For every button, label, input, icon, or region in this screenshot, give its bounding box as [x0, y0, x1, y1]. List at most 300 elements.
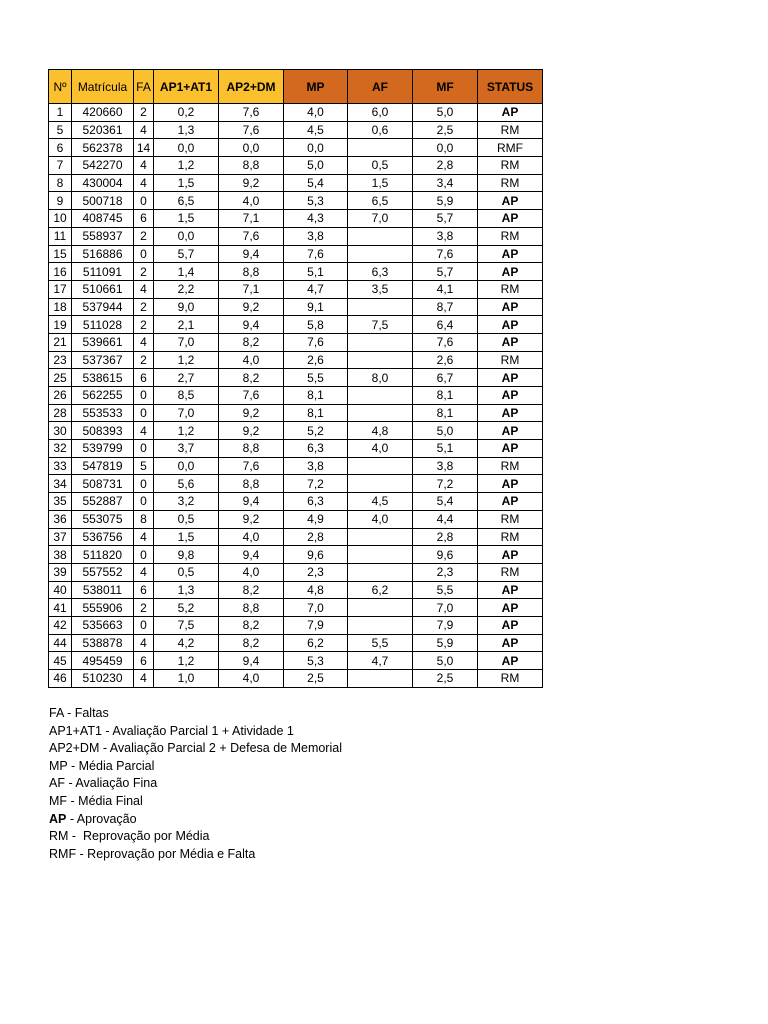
- legend-item: [49, 758, 342, 776]
- cell-status: RM: [478, 510, 543, 528]
- cell-matricula: 562255: [72, 387, 134, 405]
- cell-status: AP: [478, 210, 543, 228]
- table-row: [49, 139, 543, 157]
- cell-status: AP: [478, 263, 543, 281]
- cell-status: AP: [478, 298, 543, 316]
- cell-af: [348, 333, 413, 351]
- cell-numero: 9: [49, 192, 72, 210]
- cell-numero: 40: [49, 581, 72, 599]
- table-row: [49, 616, 543, 634]
- cell-status: RM: [478, 351, 543, 369]
- table-row: [49, 174, 543, 192]
- cell-mf: 5,0: [413, 422, 478, 440]
- cell-status: RM: [478, 528, 543, 546]
- legend-abbr: AP: [49, 811, 67, 826]
- cell-fa: 2: [134, 316, 154, 334]
- legend-description: - Média Final: [67, 793, 143, 808]
- cell-ap1-at1: 9,8: [154, 546, 219, 564]
- cell-mf: 4,1: [413, 280, 478, 298]
- cell-status: AP: [478, 245, 543, 263]
- legend-description: - Média Parcial: [67, 758, 155, 773]
- cell-numero: 37: [49, 528, 72, 546]
- cell-matricula: 500718: [72, 192, 134, 210]
- cell-matricula: 542270: [72, 157, 134, 175]
- cell-matricula: 508731: [72, 475, 134, 493]
- cell-ap1-at1: 2,7: [154, 369, 219, 387]
- legend-description: - Faltas: [63, 706, 109, 720]
- cell-mf: 5,9: [413, 192, 478, 210]
- cell-af: 7,5: [348, 316, 413, 334]
- table-row: [49, 121, 543, 139]
- cell-mp: 6,3: [284, 440, 348, 458]
- cell-af: [348, 245, 413, 263]
- cell-mp: 4,0: [284, 104, 348, 122]
- cell-af: 0,6: [348, 121, 413, 139]
- cell-numero: 11: [49, 227, 72, 245]
- cell-mp: 3,8: [284, 227, 348, 245]
- cell-mp: 7,9: [284, 616, 348, 634]
- cell-ap2-dm: 9,4: [219, 493, 284, 511]
- cell-ap1-at1: 1,3: [154, 121, 219, 139]
- legend-abbr: MF: [49, 793, 68, 808]
- cell-ap1-at1: 7,5: [154, 616, 219, 634]
- cell-matricula: 557552: [72, 563, 134, 581]
- cell-ap2-dm: 9,2: [219, 174, 284, 192]
- cell-status: AP: [478, 581, 543, 599]
- cell-ap2-dm: 4,0: [219, 563, 284, 581]
- cell-fa: 4: [134, 174, 154, 192]
- cell-ap2-dm: 4,0: [219, 528, 284, 546]
- cell-ap1-at1: 1,4: [154, 263, 219, 281]
- cell-ap1-at1: 1,2: [154, 351, 219, 369]
- cell-ap1-at1: 0,5: [154, 510, 219, 528]
- cell-mf: 7,0: [413, 599, 478, 617]
- cell-fa: 8: [134, 510, 154, 528]
- cell-fa: 6: [134, 581, 154, 599]
- cell-ap2-dm: 7,6: [219, 387, 284, 405]
- cell-ap2-dm: 8,8: [219, 599, 284, 617]
- table-row: [49, 404, 543, 422]
- cell-mf: 2,3: [413, 563, 478, 581]
- cell-mf: 0,0: [413, 139, 478, 157]
- cell-af: 4,8: [348, 422, 413, 440]
- cell-fa: 2: [134, 104, 154, 122]
- cell-mp: 9,1: [284, 298, 348, 316]
- cell-status: AP: [478, 599, 543, 617]
- cell-ap2-dm: 9,2: [219, 298, 284, 316]
- legend-item: [49, 723, 342, 741]
- cell-numero: 28: [49, 404, 72, 422]
- cell-mp: 5,4: [284, 174, 348, 192]
- cell-af: [348, 404, 413, 422]
- table-row: [49, 440, 543, 458]
- cell-af: 1,5: [348, 174, 413, 192]
- cell-numero: 17: [49, 280, 72, 298]
- cell-fa: 4: [134, 634, 154, 652]
- cell-mp: 5,1: [284, 263, 348, 281]
- cell-mf: 7,9: [413, 616, 478, 634]
- cell-matricula: 538878: [72, 634, 134, 652]
- cell-mp: 4,9: [284, 510, 348, 528]
- cell-fa: 0: [134, 245, 154, 263]
- cell-status: AP: [478, 475, 543, 493]
- cell-matricula: 553533: [72, 404, 134, 422]
- cell-fa: 0: [134, 440, 154, 458]
- cell-ap1-at1: 2,1: [154, 316, 219, 334]
- cell-numero: 6: [49, 139, 72, 157]
- cell-af: 4,7: [348, 652, 413, 670]
- cell-fa: 0: [134, 546, 154, 564]
- table-row: [49, 422, 543, 440]
- cell-numero: 35: [49, 493, 72, 511]
- cell-mf: 5,7: [413, 210, 478, 228]
- cell-ap2-dm: 0,0: [219, 139, 284, 157]
- cell-status: RM: [478, 157, 543, 175]
- cell-status: AP: [478, 634, 543, 652]
- table-row: [49, 369, 543, 387]
- cell-ap2-dm: 9,4: [219, 245, 284, 263]
- cell-numero: 46: [49, 670, 72, 688]
- legend-abbr: AP2+DM: [49, 741, 100, 756]
- cell-af: [348, 298, 413, 316]
- cell-fa: 4: [134, 121, 154, 139]
- legend-item: [49, 846, 342, 864]
- table-row: [49, 245, 543, 263]
- cell-mf: 9,6: [413, 546, 478, 564]
- cell-ap1-at1: 6,5: [154, 192, 219, 210]
- cell-mp: 6,2: [284, 634, 348, 652]
- cell-mp: 5,5: [284, 369, 348, 387]
- table-row: [49, 599, 543, 617]
- cell-numero: 15: [49, 245, 72, 263]
- table-row: [49, 316, 543, 334]
- cell-matricula: 510661: [72, 280, 134, 298]
- cell-numero: 16: [49, 263, 72, 281]
- cell-fa: 14: [134, 139, 154, 157]
- cell-fa: 0: [134, 192, 154, 210]
- cell-ap1-at1: 4,2: [154, 634, 219, 652]
- cell-ap1-at1: 0,0: [154, 457, 219, 475]
- cell-af: 6,3: [348, 263, 413, 281]
- cell-matricula: 538011: [72, 581, 134, 599]
- cell-mf: 7,6: [413, 245, 478, 263]
- cell-ap2-dm: 7,1: [219, 210, 284, 228]
- cell-matricula: 552887: [72, 493, 134, 511]
- cell-matricula: 520361: [72, 121, 134, 139]
- cell-mp: 6,3: [284, 493, 348, 511]
- cell-af: [348, 563, 413, 581]
- cell-fa: 4: [134, 157, 154, 175]
- cell-numero: 41: [49, 599, 72, 617]
- cell-status: RM: [478, 563, 543, 581]
- cell-fa: 2: [134, 351, 154, 369]
- cell-matricula: 420660: [72, 104, 134, 122]
- cell-numero: 26: [49, 387, 72, 405]
- cell-mp: 7,6: [284, 245, 348, 263]
- cell-ap2-dm: 8,8: [219, 440, 284, 458]
- cell-mf: 5,0: [413, 104, 478, 122]
- table-row: [49, 493, 543, 511]
- cell-mp: 7,0: [284, 599, 348, 617]
- cell-ap1-at1: 0,0: [154, 227, 219, 245]
- cell-af: 7,0: [348, 210, 413, 228]
- cell-mp: 4,8: [284, 581, 348, 599]
- cell-status: AP: [478, 422, 543, 440]
- cell-af: 6,2: [348, 581, 413, 599]
- legend: [49, 705, 342, 863]
- table-row: [49, 192, 543, 210]
- cell-status: AP: [478, 440, 543, 458]
- cell-fa: 2: [134, 599, 154, 617]
- cell-fa: 2: [134, 227, 154, 245]
- cell-ap2-dm: 7,6: [219, 104, 284, 122]
- cell-matricula: 538615: [72, 369, 134, 387]
- cell-status: AP: [478, 104, 543, 122]
- cell-fa: 4: [134, 422, 154, 440]
- table-row: [49, 157, 543, 175]
- cell-mf: 5,0: [413, 652, 478, 670]
- legend-description: - Reprovação por Média: [68, 829, 210, 844]
- header-status: STATUS: [478, 70, 543, 104]
- cell-numero: 36: [49, 510, 72, 528]
- table-row: [49, 263, 543, 281]
- cell-ap2-dm: 7,6: [219, 227, 284, 245]
- table-row: [49, 528, 543, 546]
- cell-ap1-at1: 0,0: [154, 139, 219, 157]
- cell-matricula: 516886: [72, 245, 134, 263]
- cell-fa: 4: [134, 528, 154, 546]
- cell-ap2-dm: 7,6: [219, 457, 284, 475]
- cell-ap2-dm: 4,0: [219, 670, 284, 688]
- cell-status: AP: [478, 652, 543, 670]
- cell-matricula: 547819: [72, 457, 134, 475]
- cell-ap1-at1: 2,2: [154, 280, 219, 298]
- cell-mf: 5,1: [413, 440, 478, 458]
- cell-status: AP: [478, 616, 543, 634]
- header-fa: FA: [134, 70, 154, 104]
- header-ap2-dm: AP2+DM: [219, 70, 284, 104]
- cell-af: [348, 139, 413, 157]
- cell-ap1-at1: 0,5: [154, 563, 219, 581]
- cell-mf: 3,8: [413, 457, 478, 475]
- cell-ap2-dm: 9,4: [219, 316, 284, 334]
- cell-mf: 5,7: [413, 263, 478, 281]
- cell-matricula: 495459: [72, 652, 134, 670]
- cell-ap1-at1: 1,5: [154, 174, 219, 192]
- cell-matricula: 535663: [72, 616, 134, 634]
- cell-numero: 39: [49, 563, 72, 581]
- cell-mp: 8,1: [284, 387, 348, 405]
- cell-af: 3,5: [348, 280, 413, 298]
- cell-fa: 5: [134, 457, 154, 475]
- cell-mf: 5,5: [413, 581, 478, 599]
- cell-mp: 4,5: [284, 121, 348, 139]
- cell-fa: 4: [134, 333, 154, 351]
- legend-description: - Avaliação Parcial 1 + Atividade 1: [101, 723, 294, 738]
- cell-mf: 6,7: [413, 369, 478, 387]
- cell-ap1-at1: 3,7: [154, 440, 219, 458]
- cell-mf: 3,8: [413, 227, 478, 245]
- cell-af: [348, 475, 413, 493]
- cell-status: AP: [478, 369, 543, 387]
- cell-mp: 5,3: [284, 652, 348, 670]
- cell-mf: 8,1: [413, 404, 478, 422]
- cell-af: [348, 599, 413, 617]
- header-matricula: Matrícula: [72, 70, 134, 104]
- cell-status: RM: [478, 457, 543, 475]
- legend-description: - Reprovação por Média e Falta: [76, 846, 256, 861]
- cell-mf: 2,6: [413, 351, 478, 369]
- cell-af: [348, 457, 413, 475]
- cell-fa: 6: [134, 210, 154, 228]
- cell-ap1-at1: 0,2: [154, 104, 219, 122]
- cell-status: AP: [478, 387, 543, 405]
- cell-mp: 9,6: [284, 546, 348, 564]
- cell-status: RM: [478, 227, 543, 245]
- header-ap1-at1: AP1+AT1: [154, 70, 219, 104]
- cell-af: 6,0: [348, 104, 413, 122]
- cell-af: 4,0: [348, 440, 413, 458]
- cell-ap2-dm: 8,2: [219, 581, 284, 599]
- cell-ap2-dm: 8,2: [219, 369, 284, 387]
- table-row: [49, 333, 543, 351]
- cell-af: [348, 351, 413, 369]
- cell-ap2-dm: 4,0: [219, 351, 284, 369]
- grades-table: [48, 69, 543, 688]
- cell-mf: 7,2: [413, 475, 478, 493]
- cell-ap2-dm: 7,1: [219, 280, 284, 298]
- legend-item: [49, 793, 342, 811]
- cell-ap1-at1: 1,0: [154, 670, 219, 688]
- cell-matricula: 511091: [72, 263, 134, 281]
- table-row: [49, 475, 543, 493]
- cell-mp: 5,3: [284, 192, 348, 210]
- cell-matricula: 558937: [72, 227, 134, 245]
- legend-description: - Avaliação Fina: [64, 776, 158, 791]
- legend-item: [49, 705, 342, 723]
- cell-fa: 0: [134, 475, 154, 493]
- cell-mf: 5,4: [413, 493, 478, 511]
- cell-matricula: 555906: [72, 599, 134, 617]
- table-row: [49, 387, 543, 405]
- legend-item: [49, 775, 342, 793]
- cell-ap1-at1: 5,6: [154, 475, 219, 493]
- cell-mp: 8,1: [284, 404, 348, 422]
- cell-matricula: 536756: [72, 528, 134, 546]
- cell-ap1-at1: 9,0: [154, 298, 219, 316]
- cell-ap2-dm: 8,8: [219, 475, 284, 493]
- legend-description: - Aprovação: [66, 811, 137, 826]
- legend-abbr: MP: [49, 758, 68, 773]
- cell-ap1-at1: 7,0: [154, 333, 219, 351]
- cell-ap1-at1: 1,2: [154, 422, 219, 440]
- table-header-row: [49, 70, 543, 104]
- header-mf: MF: [413, 70, 478, 104]
- table-row: [49, 670, 543, 688]
- cell-ap1-at1: 1,2: [154, 157, 219, 175]
- cell-af: [348, 546, 413, 564]
- legend-item: [49, 740, 342, 758]
- cell-status: AP: [478, 493, 543, 511]
- cell-status: AP: [478, 404, 543, 422]
- table-row: [49, 280, 543, 298]
- table-row: [49, 510, 543, 528]
- cell-fa: 4: [134, 563, 154, 581]
- cell-mf: 2,8: [413, 528, 478, 546]
- cell-mp: 7,2: [284, 475, 348, 493]
- cell-fa: 2: [134, 298, 154, 316]
- cell-ap2-dm: 4,0: [219, 192, 284, 210]
- table-body: [49, 104, 543, 688]
- cell-mp: 5,0: [284, 157, 348, 175]
- cell-af: [348, 616, 413, 634]
- cell-matricula: 553075: [72, 510, 134, 528]
- table-row: [49, 581, 543, 599]
- cell-af: 4,0: [348, 510, 413, 528]
- cell-matricula: 537367: [72, 351, 134, 369]
- cell-numero: 19: [49, 316, 72, 334]
- table-row: [49, 634, 543, 652]
- cell-ap1-at1: 5,7: [154, 245, 219, 263]
- cell-matricula: 511028: [72, 316, 134, 334]
- cell-af: 8,0: [348, 369, 413, 387]
- cell-fa: 0: [134, 493, 154, 511]
- cell-mp: 2,8: [284, 528, 348, 546]
- cell-fa: 4: [134, 280, 154, 298]
- header-mp: MP: [284, 70, 348, 104]
- cell-status: AP: [478, 546, 543, 564]
- cell-status: AP: [478, 333, 543, 351]
- cell-status: RM: [478, 121, 543, 139]
- cell-mp: 2,5: [284, 670, 348, 688]
- cell-matricula: 408745: [72, 210, 134, 228]
- cell-numero: 1: [49, 104, 72, 122]
- cell-ap1-at1: 1,5: [154, 210, 219, 228]
- cell-matricula: 508393: [72, 422, 134, 440]
- header-numero: Nº: [49, 70, 72, 104]
- cell-mp: 2,6: [284, 351, 348, 369]
- cell-mf: 7,6: [413, 333, 478, 351]
- table-row: [49, 457, 543, 475]
- cell-mf: 6,4: [413, 316, 478, 334]
- cell-ap2-dm: 9,2: [219, 510, 284, 528]
- cell-af: [348, 387, 413, 405]
- cell-fa: 6: [134, 652, 154, 670]
- legend-abbr: FA: [49, 706, 64, 720]
- cell-ap2-dm: 7,6: [219, 121, 284, 139]
- table-row: [49, 563, 543, 581]
- table-row: [49, 227, 543, 245]
- cell-numero: 10: [49, 210, 72, 228]
- cell-numero: 7: [49, 157, 72, 175]
- cell-af: 5,5: [348, 634, 413, 652]
- cell-fa: 2: [134, 263, 154, 281]
- cell-mf: 2,8: [413, 157, 478, 175]
- cell-matricula: 537944: [72, 298, 134, 316]
- cell-numero: 5: [49, 121, 72, 139]
- table-row: [49, 104, 543, 122]
- cell-matricula: 510230: [72, 670, 134, 688]
- cell-af: 0,5: [348, 157, 413, 175]
- cell-matricula: 562378: [72, 139, 134, 157]
- cell-fa: 0: [134, 404, 154, 422]
- cell-af: [348, 528, 413, 546]
- cell-ap2-dm: 8,2: [219, 616, 284, 634]
- legend-item: [49, 828, 342, 846]
- cell-af: [348, 227, 413, 245]
- cell-ap1-at1: 1,2: [154, 652, 219, 670]
- cell-matricula: 430004: [72, 174, 134, 192]
